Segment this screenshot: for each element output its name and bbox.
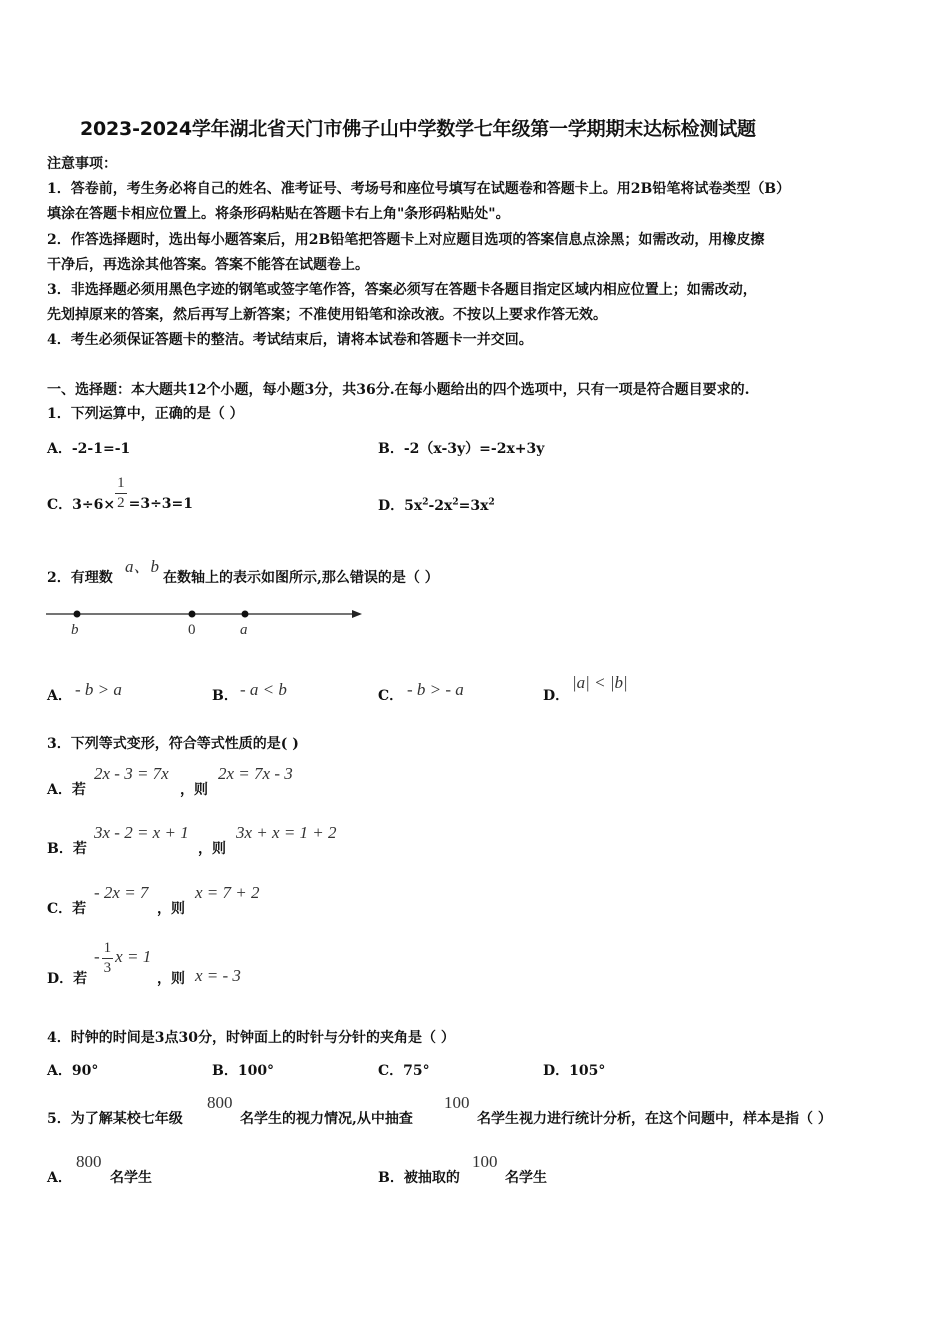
q3-d-rest: x = 1: [115, 946, 152, 966]
q4-option-a: A．90°: [47, 1063, 99, 1079]
q2-option-d-expr: |a| < |b|: [572, 673, 628, 692]
number-line-arrow: [352, 610, 362, 618]
q1-d-part3: =3x: [458, 498, 489, 514]
q1-option-d: [378, 495, 495, 515]
q3-d-den: 3: [103, 960, 112, 976]
q1-d-part2: -2x: [428, 498, 453, 514]
q3-option-c-then-label: ，则: [157, 901, 185, 917]
q3-option-d-then: x = - 3: [195, 966, 241, 985]
q3-option-b-label: B．若: [47, 841, 87, 857]
q3-d-fraction: [102, 941, 114, 976]
q1-option-b: B．-2（x-3y）=-2x+3y: [378, 441, 545, 457]
q1-c-fraction: [115, 476, 127, 511]
q4-option-b: B．100°: [212, 1063, 275, 1079]
axis-label-b: b: [71, 622, 79, 638]
q2-stem-prefix: 2．有理数: [47, 570, 113, 586]
note-2-line-1: 2．作答选择题时，选出每小题答案后，用2B铅笔把答题卡上对应题目选项的答案信息点涂黑；如需改动，用橡皮擦: [47, 232, 765, 248]
q1-d-part1: D．5x: [378, 498, 423, 514]
note-1-line-1: 1．答卷前，考生务必将自己的姓名、准考证号、考场号和座位号填写在试题卷和答题卡上。用2B铅笔将试卷类型（B）: [47, 181, 791, 197]
q4-option-d: D．105°: [543, 1063, 606, 1079]
q4-option-c: C．75°: [378, 1063, 430, 1079]
q2-vars: a、b: [125, 557, 159, 576]
q2-option-c-expr: - b > - a: [407, 680, 464, 699]
point-a: [242, 611, 249, 618]
q5-option-a-num: 800: [76, 1152, 102, 1171]
q3-option-d-label: D．若: [47, 971, 88, 987]
q3-option-a-then: 2x = 7x - 3: [218, 764, 293, 783]
point-zero: [189, 611, 196, 618]
note-2-line-2: 干净后，再选涂其他答案。答案不能答在试题卷上。: [47, 257, 369, 273]
q3-option-b-if: 3x - 2 = x + 1: [94, 823, 189, 842]
q4-stem: 4．时钟的时间是3点30分，时钟面上的时针与分针的夹角是（ ）: [47, 1030, 455, 1046]
q3-option-a-if: 2x - 3 = 7x: [94, 764, 169, 783]
q3-option-c-then: x = 7 + 2: [195, 883, 260, 902]
axis-label-a: a: [240, 622, 248, 638]
q3-option-a-label: A．若: [47, 782, 86, 798]
q5-100: 100: [444, 1093, 470, 1112]
q3-stem: 3．下列等式变形，符合等式性质的是( ): [47, 736, 299, 752]
q3-option-d-if: [94, 941, 151, 976]
q1-option-a: A．-2-1=-1: [47, 441, 131, 457]
q1-c-den: 2: [117, 494, 125, 511]
notes-heading: 注意事项：: [47, 156, 117, 172]
axis-label-zero: 0: [188, 622, 196, 638]
q3-d-minus: -: [94, 946, 100, 966]
q2-option-b-label: B．: [212, 688, 238, 704]
q5-stem-a: 5．为了解某校七年级: [47, 1111, 183, 1127]
q5-stem-c: 名学生视力进行统计分析，在这个问题中，样本是指（ ）: [477, 1111, 832, 1127]
q5-option-b-num: 100: [472, 1152, 498, 1171]
q1-c-prefix: C．3÷6×: [47, 497, 116, 513]
q3-option-d-then-label: ，则: [157, 971, 185, 987]
q5-800: 800: [207, 1093, 233, 1112]
point-b: [74, 611, 81, 618]
q3-option-a-then-label: ，则: [180, 782, 208, 798]
q2-option-a-expr: - b > a: [75, 680, 122, 699]
note-4: 4．考生必须保证答题卡的整洁。考试结束后，请将本试卷和答题卡一并交回。: [47, 332, 533, 348]
q1-option-c: [47, 472, 193, 514]
page-title: 2023-2024学年湖北省天门市佛子山中学数学七年级第一学期期末达标检测试题: [80, 118, 756, 140]
q1-d-sup3: 2: [488, 497, 495, 508]
q3-d-num: 1: [102, 941, 114, 959]
q5-option-b-label: B．被抽取的: [378, 1170, 460, 1186]
q2-option-d-label: D．: [543, 688, 570, 704]
q1-d-sup2: 2: [452, 497, 459, 508]
q5-option-a-text: 名学生: [110, 1170, 152, 1186]
q3-option-c-if: - 2x = 7: [94, 883, 149, 902]
q2-stem-suffix: 在数轴上的表示如图所示,那么错误的是（ ）: [163, 570, 439, 586]
q2-option-c-label: C．: [378, 688, 404, 704]
q3-option-b-then-label: ，则: [198, 841, 226, 857]
q5-option-b-text: 名学生: [505, 1170, 547, 1186]
q1-c-suffix: =3÷3=1: [128, 496, 194, 512]
note-1-line-2: 填涂在答题卡相应位置上。将条形码粘贴在答题卡右上角"条形码粘贴处"。: [47, 206, 510, 222]
q2-option-a-label: A．: [47, 688, 72, 704]
note-3-line-1: 3．非选择题必须用黑色字迹的钢笔或签字笔作答，答案必须写在答题卡各题目指定区域内相应位置上；如需改动，: [47, 282, 757, 298]
q5-option-a-label: A．: [47, 1170, 72, 1186]
q5-stem-b: 名学生的视力情况,从中抽查: [240, 1111, 413, 1127]
q1-c-num: 1: [115, 476, 127, 494]
q3-option-c-label: C．若: [47, 901, 87, 917]
q1-d-sup1: 2: [422, 497, 429, 508]
number-line: [40, 600, 370, 645]
q2-option-b-expr: - a < b: [240, 680, 287, 699]
q1-stem: 1．下列运算中，正确的是（ ）: [47, 406, 244, 422]
q3-option-b-then: 3x + x = 1 + 2: [236, 823, 337, 842]
section-heading: 一、选择题：本大题共12个小题，每小题3分，共36分.在每小题给出的四个选项中，只有一项是符合题目要求的.: [47, 382, 750, 398]
note-3-line-2: 先划掉原来的答案，然后再写上新答案；不准使用铅笔和涂改液。不按以上要求作答无效。: [47, 307, 607, 323]
